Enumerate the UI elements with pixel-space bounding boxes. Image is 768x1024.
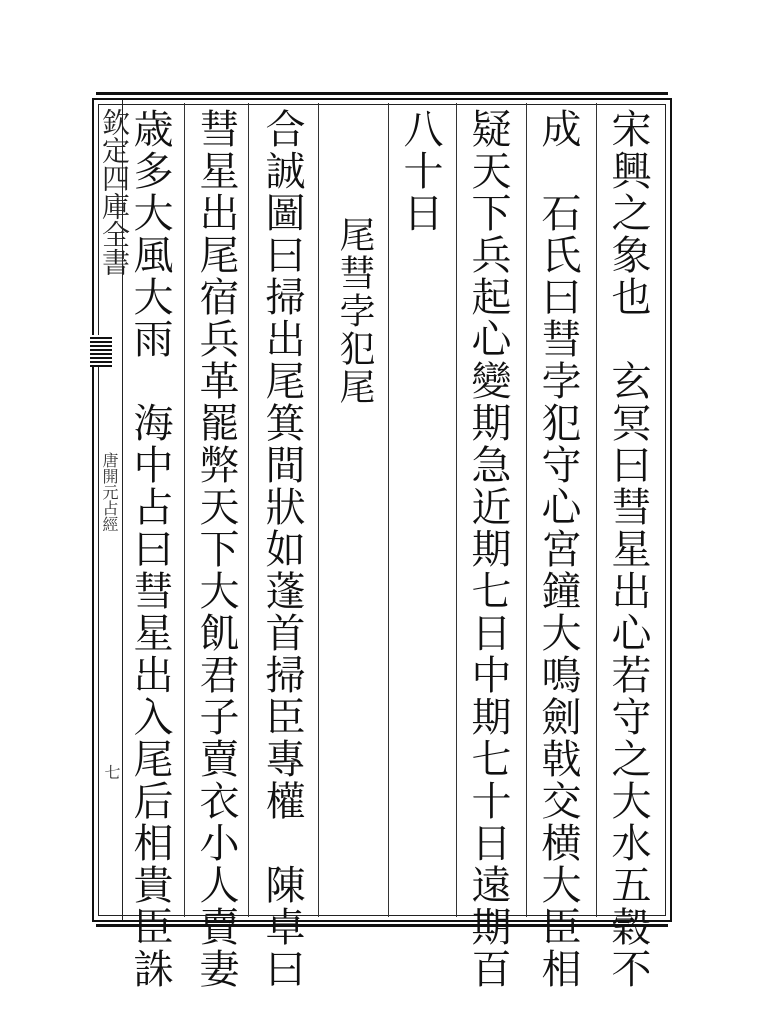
column-divider [526,103,527,917]
text-column-2: 成 石氏曰彗孛犯守心宮鐘大鳴劍戟交横大臣相 [535,108,581,990]
page-frame [92,98,672,922]
section-heading-column: 尾彗孛犯尾 [334,216,375,406]
text-column-4: 八十日 [397,108,443,234]
page-number: 七 [102,764,121,780]
column-divider [248,103,249,917]
column-divider [318,103,319,917]
text-column-1: 宋興之象也 玄冥曰彗星出心若守之大水五穀不 [605,108,651,990]
column-divider [456,103,457,917]
text-column-6: 合誠圖曰掃出尾箕間狀如蓬首掃臣專權 陳卓曰 [259,108,305,990]
book-name-marginalia: 唐開元占經 [100,452,119,532]
top-border-rule [96,92,668,95]
column-divider [596,103,597,917]
fish-tail-ornament [90,335,112,367]
banner-title: 欽定四庫全書 [98,108,131,276]
column-divider [184,103,185,917]
text-column-3: 疑天下兵起心變期急近期七日中期七十日遠期百 [465,108,511,990]
column-divider [388,103,389,917]
text-column-8: 歳多大風大雨 海中占曰彗星出入尾后相貴臣誅 [127,108,173,990]
bottom-border-rule [96,924,668,927]
text-column-7: 彗星出尾宿兵革罷弊天下大飢君子賣衣小人賣妻 [193,108,239,990]
